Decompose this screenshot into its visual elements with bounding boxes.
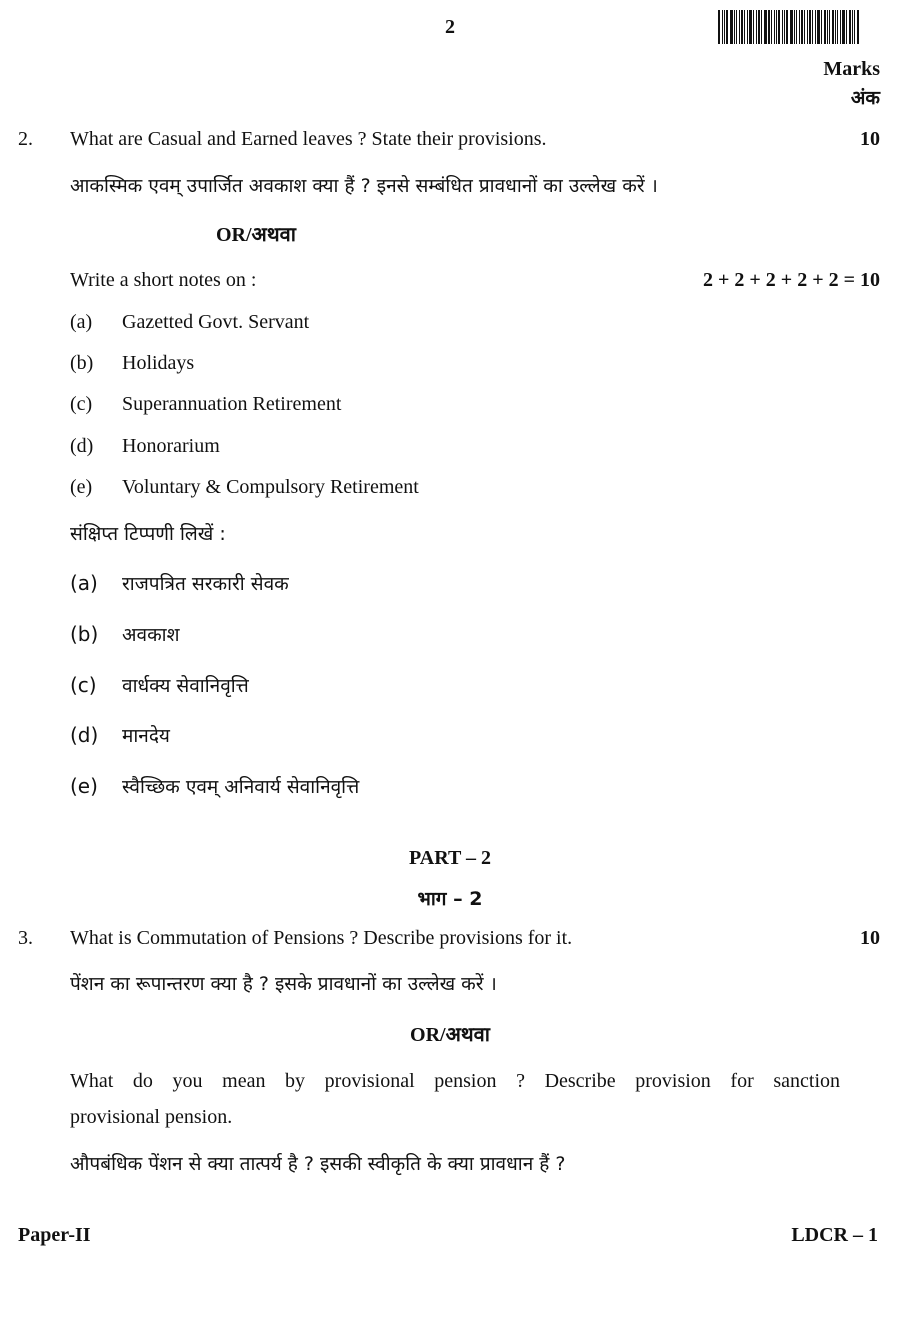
list-item — [0, 476, 900, 502]
list-item — [0, 311, 900, 337]
barcode-bar — [784, 10, 785, 44]
marks-label-hindi: अंक — [850, 87, 880, 109]
barcode-bar — [776, 10, 777, 44]
barcode-bar — [812, 10, 813, 44]
short-notes-intro: Write a short notes on : — [70, 269, 257, 291]
barcode-bar — [756, 10, 757, 44]
barcode-bar — [726, 10, 728, 44]
part-2-title: PART – 2 — [409, 847, 491, 869]
item-text: वार्धक्य सेवानिवृत्ति — [122, 675, 249, 697]
question-2-text-hindi: आकस्मिक एवम् उपार्जित अवकाश क्या हैं ? इनसे सम्बंधित प्रावधानों का उल्लेख करें । — [70, 175, 658, 197]
item-text: अवकाश — [122, 624, 180, 646]
barcode-bar — [796, 10, 797, 44]
item-label: (c) — [70, 393, 93, 415]
barcode-bar — [857, 10, 859, 44]
barcode-bar — [749, 10, 752, 44]
barcode-bar — [801, 10, 803, 44]
barcode-bar — [724, 10, 725, 44]
item-label: (d) — [70, 435, 94, 457]
list-item — [0, 722, 900, 750]
marks-label: Marks — [823, 58, 880, 80]
item-text: Honorarium — [122, 435, 220, 457]
barcode-bar — [753, 10, 754, 44]
barcode-bar — [768, 10, 770, 44]
footer-code: LDCR – 1 — [791, 1224, 878, 1246]
barcode-bar — [761, 10, 762, 44]
item-text: Gazetted Govt. Servant — [122, 311, 310, 333]
barcode-bar — [782, 10, 783, 44]
question-2-number: 2. — [18, 128, 33, 150]
list-item — [0, 621, 900, 649]
barcode-bar — [734, 10, 735, 44]
item-text: Holidays — [122, 352, 195, 374]
short-notes-marks: 2 + 2 + 2 + 2 + 2 = 10 — [703, 269, 880, 291]
barcode-bar — [718, 10, 720, 44]
barcode-bar — [764, 10, 767, 44]
barcode-bar — [809, 10, 811, 44]
barcode-bar — [835, 10, 836, 44]
barcode-bar — [739, 10, 740, 44]
barcode-bar — [821, 10, 822, 44]
item-label: (e) — [70, 476, 93, 498]
question-3-alt-text-hindi: औपबंधिक पेंशन से क्या तात्पर्य है ? इसकी स्वीकृति के क्या प्रावधान हैं ? — [70, 1153, 566, 1175]
item-text: स्वैच्छिक एवम् अनिवार्य सेवानिवृत्ति — [122, 776, 360, 798]
barcode-bar — [736, 10, 737, 44]
barcode-bar — [840, 10, 841, 44]
list-item — [0, 352, 900, 378]
page-number: 2 — [445, 16, 455, 38]
barcode-bar — [741, 10, 743, 44]
part-2-title-hindi: भाग – 2 — [417, 888, 483, 910]
barcode-bar — [849, 10, 851, 44]
item-label: (b) — [70, 622, 99, 646]
barcode-bar — [790, 10, 793, 44]
item-text: मानदेय — [122, 725, 170, 747]
barcode-bar — [744, 10, 745, 44]
barcode-bar — [771, 10, 772, 44]
barcode-bar — [827, 10, 828, 44]
barcode-bar — [852, 10, 853, 44]
footer-paper-label: Paper-II — [18, 1224, 91, 1246]
barcode-bar — [722, 10, 723, 44]
question-3-text: What is Commutation of Pensions ? Describe provisions for it. — [70, 927, 573, 949]
item-label: (a) — [70, 311, 93, 333]
item-label: (a) — [70, 571, 98, 595]
barcode-bar — [794, 10, 795, 44]
item-label: (e) — [70, 774, 98, 798]
barcode-bar — [786, 10, 788, 44]
short-notes-intro-hindi: संक्षिप्त टिप्पणी लिखें : — [70, 523, 226, 545]
list-item — [0, 672, 900, 700]
barcode-bar — [846, 10, 847, 44]
question-3-marks: 10 — [860, 927, 880, 949]
barcode-bar — [829, 10, 830, 44]
barcode-bar — [778, 10, 780, 44]
barcode-bar — [747, 10, 748, 44]
barcode-bar — [774, 10, 775, 44]
barcode — [718, 10, 878, 44]
item-label: (b) — [70, 352, 94, 374]
item-text: Superannuation Retirement — [122, 393, 342, 415]
question-3-alt-text-line-2: provisional pension. — [70, 1106, 233, 1128]
item-label: (d) — [70, 723, 99, 747]
barcode-bar — [854, 10, 855, 44]
question-2-or-label: OR/अथवा — [216, 224, 296, 246]
barcode-bar — [815, 10, 816, 44]
barcode-bar — [804, 10, 805, 44]
barcode-bar — [758, 10, 760, 44]
list-item — [0, 435, 900, 461]
question-3-or-label: OR/अथवा — [410, 1024, 490, 1046]
question-3-number: 3. — [18, 927, 33, 949]
barcode-bar — [817, 10, 820, 44]
list-item — [0, 773, 900, 801]
question-2-marks: 10 — [860, 128, 880, 150]
question-3-alt-text-line-1: What do you mean by provisional pension ? Describe provision for sanction — [70, 1070, 840, 1092]
barcode-bar — [824, 10, 826, 44]
question-2-text: What are Casual and Earned leaves ? State their provisions. — [70, 128, 547, 150]
question-3-text-hindi: पेंशन का रूपान्तरण क्या है ? इसके प्रावधानों का उल्लेख करें । — [70, 973, 497, 995]
list-item — [0, 393, 900, 419]
barcode-bar — [807, 10, 808, 44]
item-label: (c) — [70, 673, 97, 697]
barcode-bar — [832, 10, 834, 44]
list-item — [0, 570, 900, 598]
barcode-bar — [730, 10, 733, 44]
item-text: राजपत्रित सरकारी सेवक — [122, 573, 289, 595]
barcode-bar — [842, 10, 845, 44]
barcode-bar — [799, 10, 800, 44]
barcode-bar — [837, 10, 838, 44]
item-text: Voluntary & Compulsory Retirement — [122, 476, 419, 498]
